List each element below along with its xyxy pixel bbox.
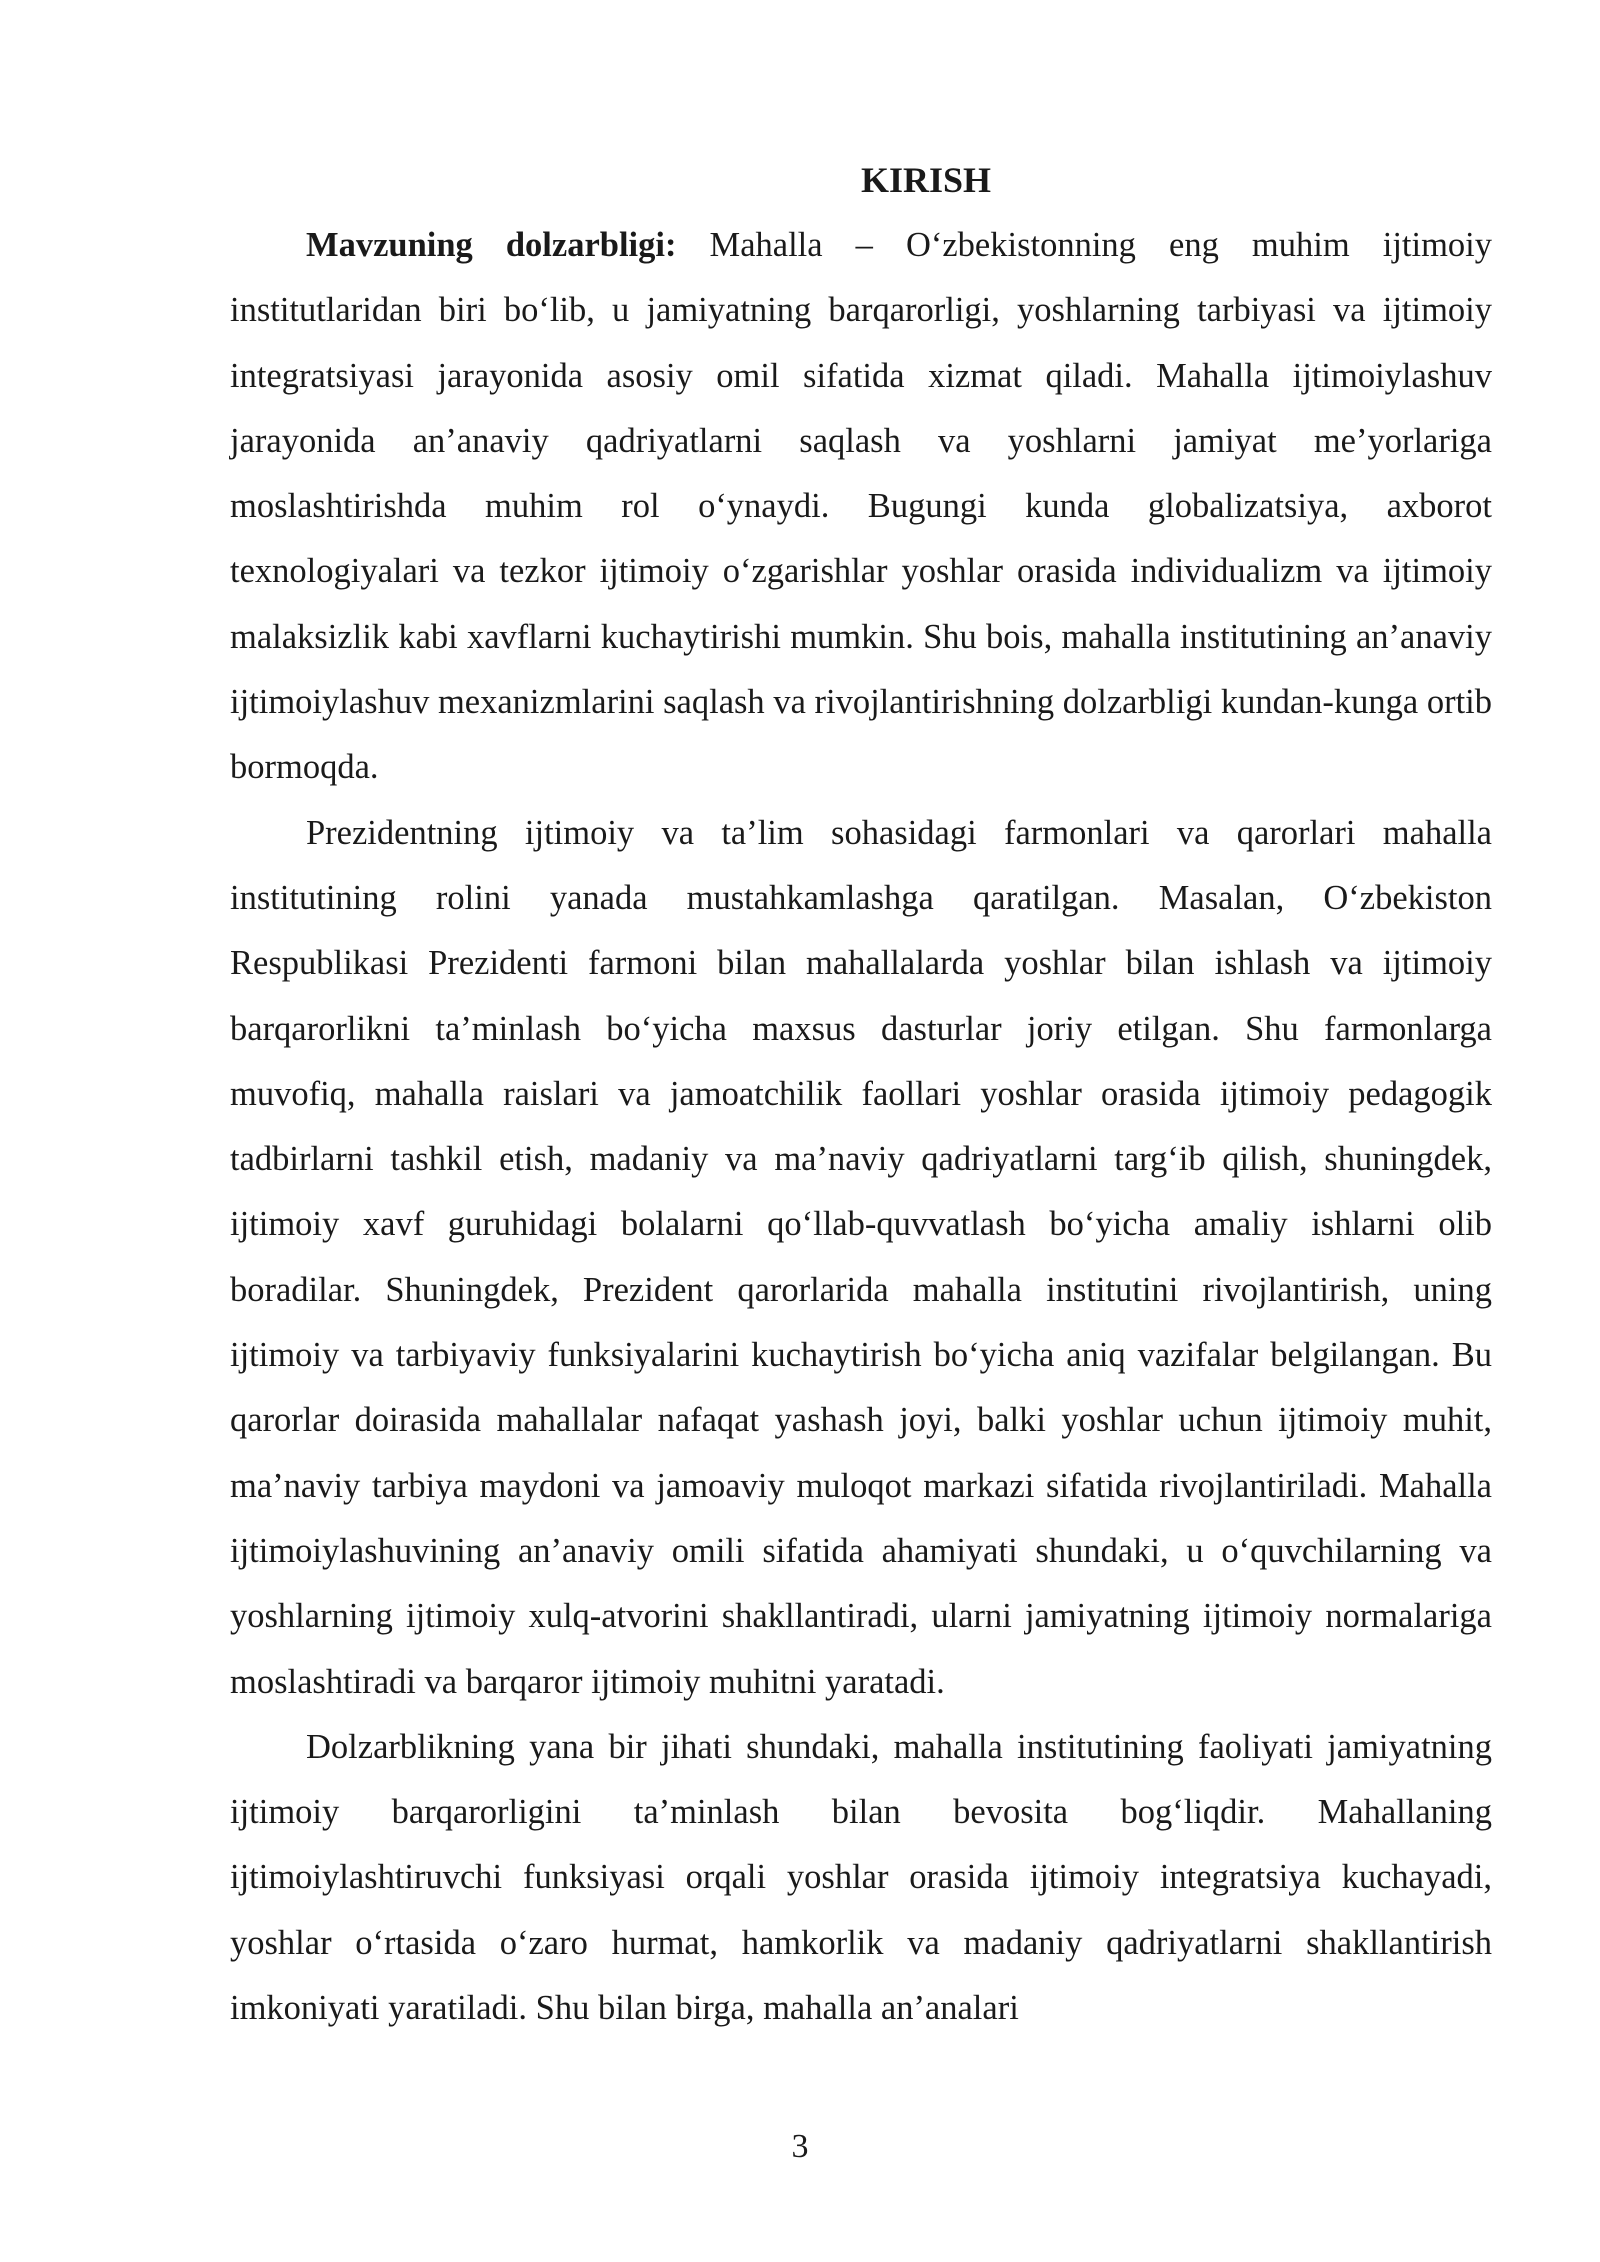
paragraph-relevance [230,213,1492,801]
paragraph-social-stability: Dolzarblikning yana bir jihati shundaki, mahalla institutining faoliyati jamiyatning ijtimoiy barqarorligini ta’minlash bilan bevosita bog‘liqdir. Mahallaning ijtimoiylashtiruvchi funksiyasi orqali yoshlar orasida ijtimoiy integratsiya kuchayadi, yoshlar o‘rtasida o‘zaro hurmat, hamkorlik va madaniy qadriyatlarni shakllantirish imkoniyati yaratiladi. Shu bilan birga, mahalla an’analari [230,1727,1492,2028]
page-number: 3 [791,2128,809,2165]
document-page [230,148,1492,2041]
section-heading: KIRISH [860,160,992,200]
paragraph-body: Mahalla – O‘zbekistonning eng muhim ijtimoiy institutlaridan biri bo‘lib, u jamiyatning barqarorligi, yoshlarning tarbiyasi va ijtimoiy integratsiyasi jarayonida asosiy omil sifatida xizmat qiladi. Mahalla ijtimoiylashuv jarayonida an’anaviy qadriyatlarni saqlash va yoshlarni jamiyat me’yorlariga moslashtirishda muhim rol o‘ynaydi. Bugungi kunda globalizatsiya, axborot texnologiyalari va tezkor ijtimoiy o‘zgarishlar yoshlar orasida individualizm va ijtimoiy malaksizlik kabi xavflarni kuchaytirishi mumkin. Shu bois, mahalla institutining an’anaviy ijtimoiylashuv mexanizmlarini saqlash va rivojlantirishning dolzarbligi kundan-kunga ortib bormoqda. [230,226,1492,787]
paragraph-presidential-decrees: Prezidentning ijtimoiy va ta’lim sohasidagi farmonlari va qarorlari mahalla institutining rolini yanada mustahkamlashga qaratilgan. Masalan, O‘zbekiston Respublikasi Prezidenti farmoni bilan mahallalarda yoshlar bilan ishlash va ijtimoiy barqarorlikni ta’minlash bo‘yicha maxsus dasturlar joriy etilgan. Shu farmonlarga muvofiq, mahalla raislari va jamoatchilik faollari yoshlar orasida ijtimoiy pedagogik tadbirlarni tashkil etish, madaniy va ma’naviy qadriyatlarni targ‘ib qilish, shuningdek, ijtimoiy xavf guruhidagi bolalarni qo‘llab-quvvatlash bo‘yicha amaliy ishlarni olib boradilar. Shuningdek, Prezident qarorlarida mahalla institutini rivojlantirish, uning ijtimoiy va tarbiyaviy funksiyalarini kuchaytirish bo‘yicha aniq vazifalar belgilangan. Bu qarorlar doirasida mahallalar nafaqat yashash joyi, balki yoshlar uchun ijtimoiy muhit, ma’naviy tarbiya maydoni va jamoaviy muloqot markazi sifatida rivojlantiriladi. Mahalla ijtimoiylashuvining an’anaviy omili sifatida ahamiyati shundaki, u o‘quvchilarning va yoshlarning ijtimoiy xulq-atvorini shakllantiradi, ularni jamiyatning ijtimoiy normalariga moslashtiradi va barqaror ijtimoiy muhitni yaratadi. [230,813,1492,1701]
paragraph-lead: Mavzuning dolzarbligi: [306,226,677,264]
